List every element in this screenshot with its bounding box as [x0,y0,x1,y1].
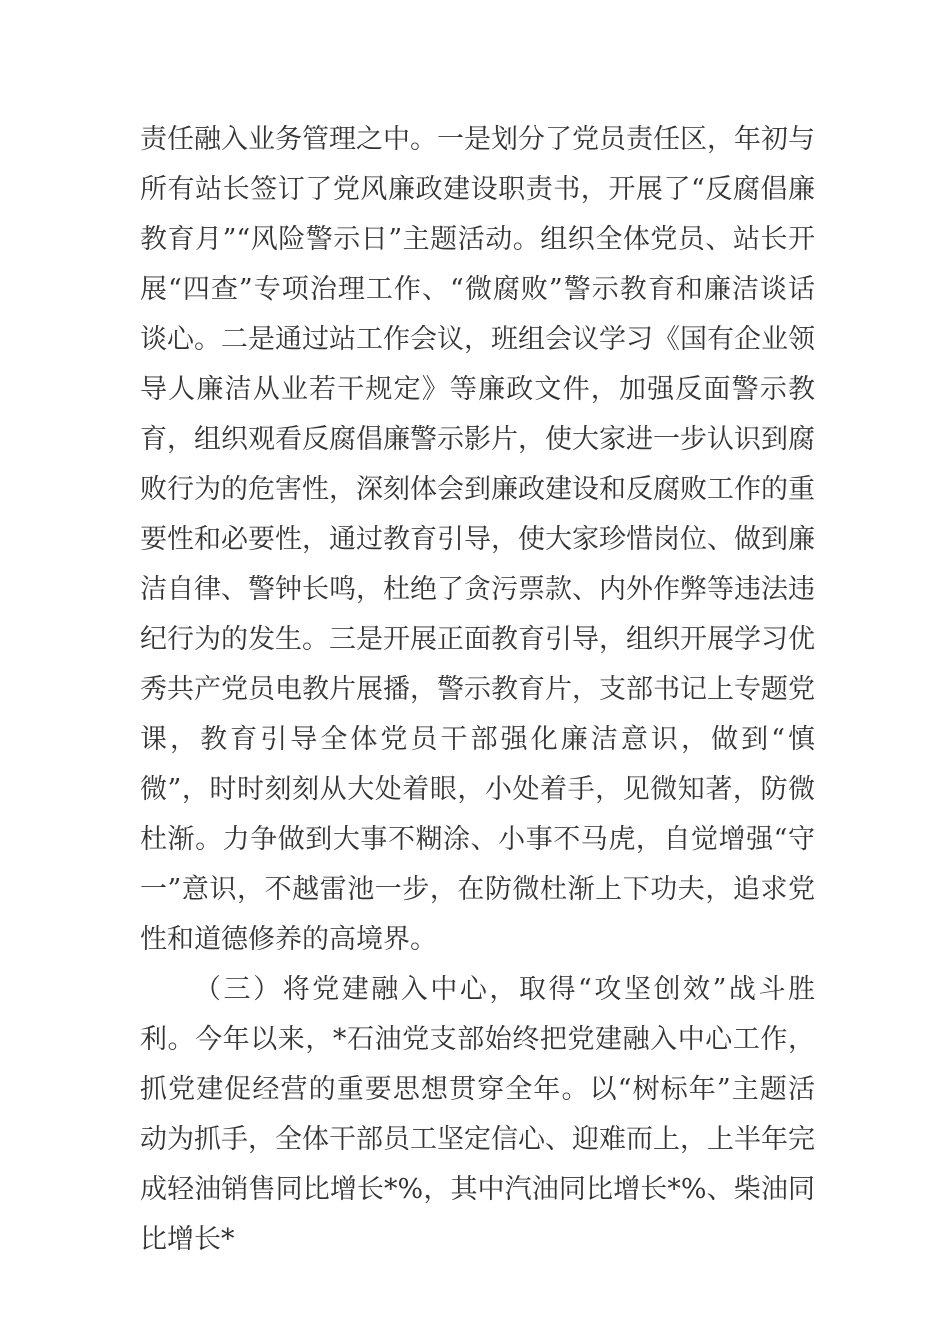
paragraph-continuation: 责任融入业务管理之中。一是划分了党员责任区，年初与所有站长签订了党风廉政建设职责书，开展了“反腐倡廉教育月”“风险警示日”主题活动。组织全体党员、站长开展“四查”专项治理工作、“微腐败”警示教育和廉洁谈话谈心。二是通过站工作会议，班组会议学习《国有企业领导人廉洁从业若干规定》等廉政文件，加强反面警示教育，组织观看反腐倡廉警示影片，使大家进一步认识到腐败行为的危害性，深刻体会到廉政建设和反腐败工作的重要性和必要性，通过教育引导，使大家珍惜岗位、做到廉洁自律、警钟长鸣，杜绝了贪污票款、内外作弊等违法违纪行为的发生。三是开展正面教育引导，组织开展学习优秀共产党员电教片展播，警示教育片，支部书记上专题党课，教育引导全体党员干部强化廉洁意识，做到“慎微”，时时刻刻从大处着眼，小处着手，见微知著，防微杜渐。力争做到大事不糊涂、小事不马虎，自觉增强“守一”意识，不越雷池一步，在防微杜渐上下功夫，追求党性和道德修养的高境界。 [140,124,815,955]
paragraph-section-three: （三）将党建融入中心，取得“攻坚创效”战斗胜利。今年以来，*石油党支部始终把党建融入中心工作，抓党建促经营的重要思想贯穿全年。以“树标年”主题活动为抓手，全体干部员工坚定信心、迎难而上，上半年完成轻油销售同比增长*%，其中汽油同比增长*%、柴油同比增长* [140,974,815,1255]
